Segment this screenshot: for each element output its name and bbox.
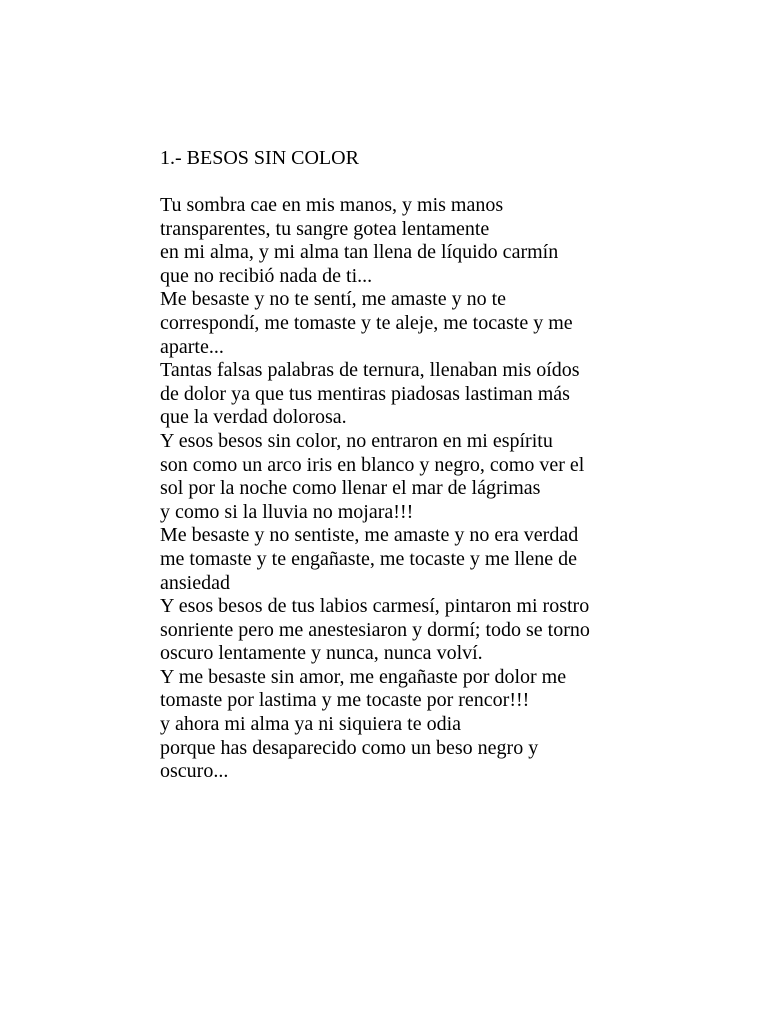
poem-line: Me besaste y no te sentí, me amaste y no te [160,288,507,311]
poem-line: que la verdad dolorosa. [160,406,347,429]
poem-line: sonriente pero me anestesiaron y dormí; todo se torno [160,618,590,641]
poem-line: ansiedad [160,571,230,594]
poem-line: sol por la noche como llenar el mar de lágrimas [160,477,541,500]
poem-line: Y me besaste sin amor, me engañaste por dolor me [160,665,567,688]
poem-line: tomaste por lastima y me tocaste por rencor!!! [160,689,530,712]
poem-line: y como si la lluvia no mojara!!! [160,500,414,523]
poem-line: oscuro lentamente y nunca, nunca volví. [160,642,483,665]
poem-title: 1.- BESOS SIN COLOR [160,147,359,169]
poem-line: Y esos besos de tus labios carmesí, pintaron mi rostro [160,595,590,618]
poem-line: son como un arco iris en blanco y negro, como ver el [160,453,585,476]
poem-line: Tantas falsas palabras de ternura, llenaban mis oídos [160,359,580,382]
poem-line: en mi alma, y mi alma tan llena de líquido carmín [160,241,559,264]
poem-line: porque has desaparecido como un beso negro y [160,736,539,759]
poem-line: aparte... [160,335,224,358]
poem-body [160,194,630,784]
poem-line: transparentes, tu sangre gotea lentamente [160,217,490,240]
poem-line: que no recibió nada de ti... [160,264,373,287]
poem-line: Me besaste y no sentiste, me amaste y no era verdad [160,524,579,547]
poem-line: de dolor ya que tus mentiras piadosas lastiman más [160,382,570,405]
poem-line: correspondí, me tomaste y te aleje, me tocaste y me [160,311,573,334]
poem-line: Tu sombra cae en mis manos, y mis manos [160,194,504,216]
poem-line: me tomaste y te engañaste, me tocaste y me llene de [160,547,578,570]
document-page [160,146,630,784]
poem-line: oscuro... [160,760,229,783]
poem-line: y ahora mi alma ya ni siquiera te odia [160,713,462,736]
poem-line: Y esos besos sin color, no entraron en mi espíritu [160,429,553,452]
